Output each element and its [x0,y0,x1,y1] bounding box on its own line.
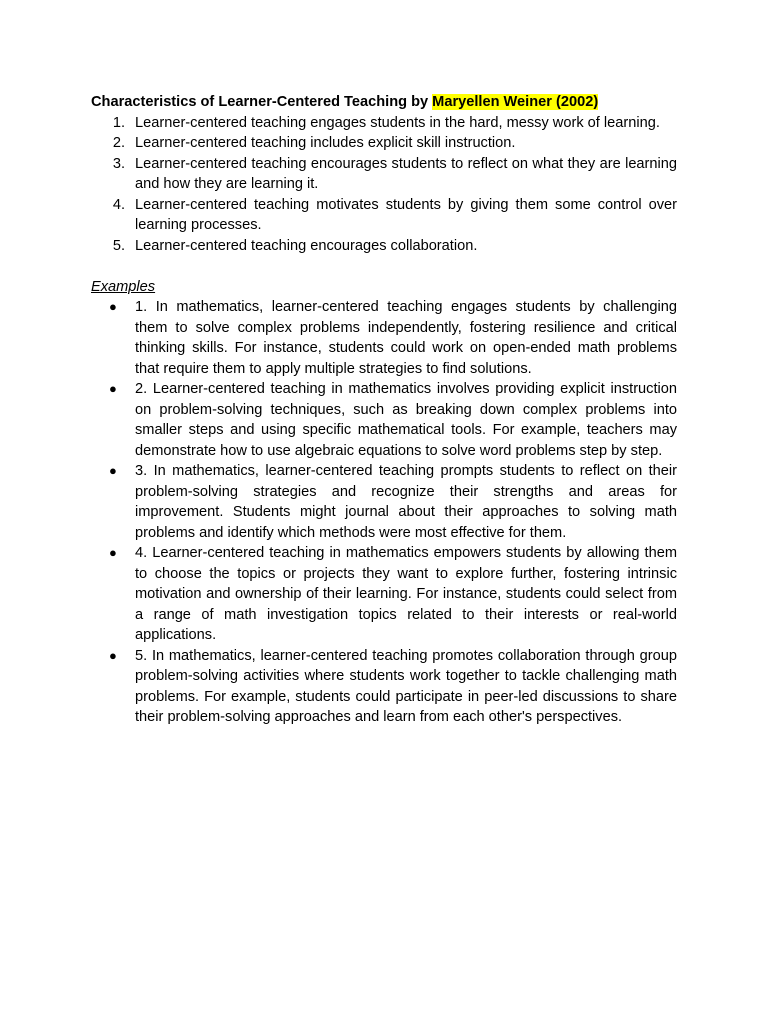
list-item-text: Learner-centered teaching includes explicit skill instruction. [135,135,516,151]
document-page [91,92,677,728]
bullet-icon: ● [109,299,117,314]
example-item [91,543,677,646]
list-number: 3. [112,155,125,172]
bullet-icon: ● [109,545,117,560]
list-item-text: 5. In mathematics, learner-centered teaching promotes collaboration through group problem-solving activities where students work together to tackle challenging math problems. For example, students could participate in peer-led discussions to share their problem-solving approaches and learn from each other's perspectives. [135,647,677,725]
list-number: 1. [112,114,125,131]
list-item-text: 3. In mathematics, learner-centered teaching prompts students to reflect on their problem-solving strategies and recognize their strengths and areas for improvement. Students might journal about their approaches to solving math problems and identify which methods were most effective for them. [135,463,677,541]
list-item-text: Learner-centered teaching encourages collaboration. [135,237,478,254]
list-item-text: Learner-centered teaching engages students in the hard, messy work of learning. [135,114,660,131]
title-text: Characteristics of Learner-Centered Teaching by [91,94,433,110]
list-item-text: 2. Learner-centered teaching in mathematics involves providing explicit instruction on problem-solving techniques, such as breaking down complex problems into smaller steps and using specific mathematical tools. For example, teachers may demonstrate how to use algebraic equations to solve word problems step by step. [135,381,677,459]
examples-heading: Examples [91,278,156,295]
characteristic-item [91,154,677,195]
document-title [91,92,677,113]
blank-line [91,256,677,277]
list-number: 4. [112,196,125,213]
characteristic-item [91,113,677,134]
list-item-text: 1. In mathematics, learner-centered teaching engages students by challenging them to solve complex problems independently, fostering resilience and critical thinking skills. For instance, students could work on open-ended math problems that require them to apply multiple strategies to find solutions. [135,299,677,377]
list-item-text: 4. Learner-centered teaching in mathematics empowers students by allowing them to choose the topics or projects they want to explore further, fostering intrinsic motivation and ownership of their learning. For instance, students could select from a range of math investigation topics related to their interests or real-world applications. [135,545,677,643]
characteristic-item [91,195,677,236]
characteristic-item [91,133,677,154]
list-item-text: Learner-centered teaching motivates students by giving them some control over learning processes. [135,196,677,233]
list-number: 5. [112,237,125,254]
bullet-icon: ● [109,381,117,396]
characteristics-list [91,113,677,257]
list-number: 2. [112,135,125,151]
bullet-icon: ● [109,647,117,663]
characteristic-item [91,236,677,257]
list-item-text: Learner-centered teaching encourages students to reflect on what they are learning and how they are learning it. [135,155,677,192]
example-item [91,379,677,461]
example-item [91,646,677,728]
bullet-icon: ● [109,463,117,478]
example-item [91,297,677,379]
examples-list [91,297,677,728]
title-author-highlight: Maryellen Weiner (2002) [432,94,599,110]
example-item [91,461,677,543]
